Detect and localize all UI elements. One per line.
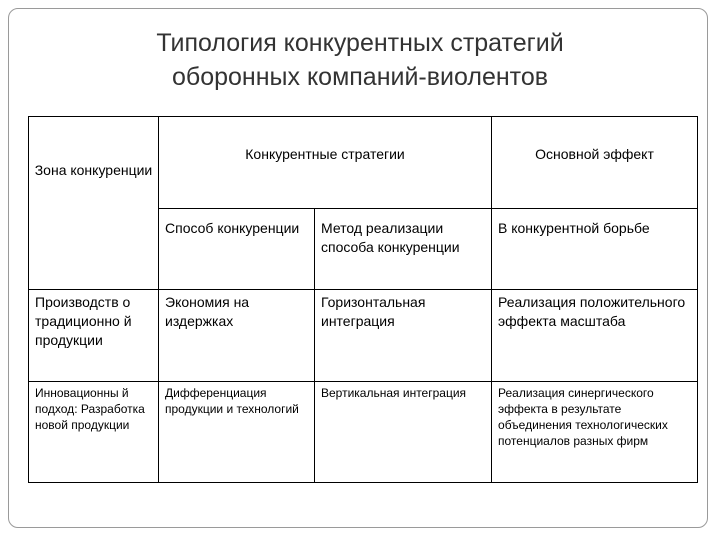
method-subheader-cell: Способ конкуренции xyxy=(159,208,315,289)
effect-header-cell: Основной эффект xyxy=(492,117,698,209)
row-2-method-cell: Дифференциация продукции и технологий xyxy=(159,381,315,482)
strategy-table-container xyxy=(28,116,697,483)
table-header-row xyxy=(29,117,698,209)
row-1-method-cell: Экономия на издержках xyxy=(159,289,315,381)
row-1-zone-cell: Производств о традиционно й продукции xyxy=(29,289,159,381)
slide-title-line-2: оборонных компаний-виолентов xyxy=(171,63,549,91)
zone-header-label: Зона конкуренции xyxy=(34,162,153,178)
table-row xyxy=(29,289,698,381)
slide-title xyxy=(40,26,680,94)
zone-header-cell xyxy=(29,117,159,290)
effect-subheader-cell: В конкурентной борьбе xyxy=(492,208,698,289)
row-2-zone-cell: Инновационны й подход: Разработка новой продукции xyxy=(29,381,159,482)
row-1-implementation-cell: Горизонтальная интеграция xyxy=(315,289,492,381)
implementation-subheader-cell: Метод реализации способа конкуренции xyxy=(315,208,492,289)
strategy-table xyxy=(28,116,698,483)
table-row xyxy=(29,381,698,482)
strategies-header-cell: Конкурентные стратегии xyxy=(159,117,492,209)
row-1-effect-cell: Реализация положительного эффекта масштаба xyxy=(492,289,698,381)
row-2-effect-cell: Реализация синергического эффекта в результате объединения технологических потенциалов разных фирм xyxy=(492,381,698,482)
slide-title-line-1: Типология конкурентных стратегий xyxy=(156,29,564,57)
row-2-implementation-cell: Вертикальная интеграция xyxy=(315,381,492,482)
